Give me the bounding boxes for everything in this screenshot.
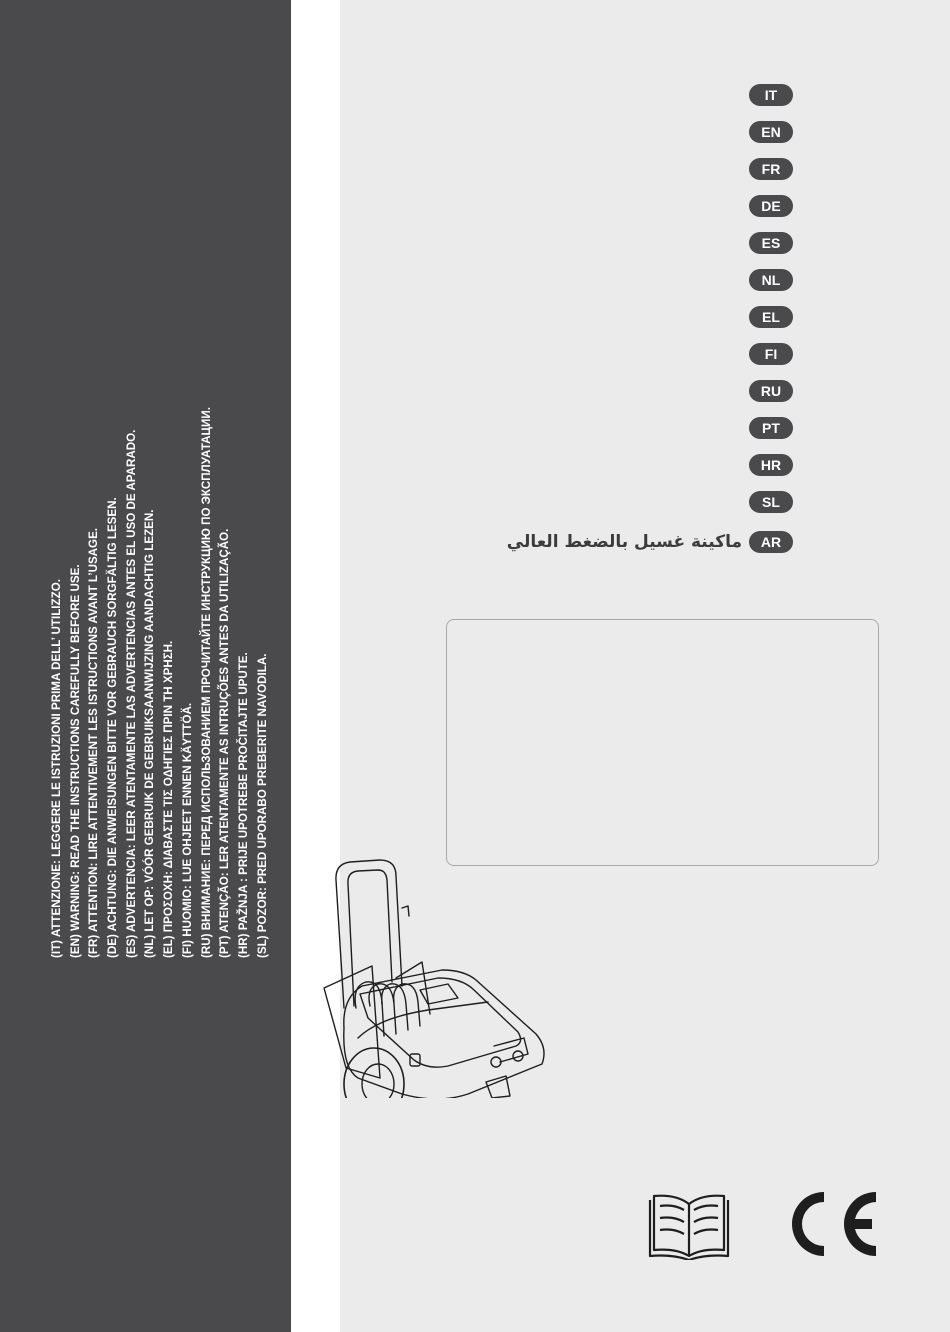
lang-badge-es: ES bbox=[749, 232, 793, 254]
warning-line-hr: (HR) PAŽNJA : PRIJE UPOTREBE PROČITAJTE UPUTE. bbox=[236, 652, 250, 958]
warning-line-nl: (NL) LET OP: VÓÓR GEBRUIK DE GEBRUIKSAANWIJZING AANDACHTIG LEZEN. bbox=[143, 509, 157, 958]
lang-badge-nl: NL bbox=[749, 269, 793, 291]
lang-badge-ru: RU bbox=[749, 380, 793, 402]
lang-badge-fr: FR bbox=[749, 158, 793, 180]
lang-badge-en: EN bbox=[749, 121, 793, 143]
warning-line-de: (DE) ACHTUNG: DIE ANWEISUNGEN BITTE VOR GEBRAUCH SORGFÄLTIG LESEN. bbox=[106, 497, 120, 958]
lang-badge-fi: FI bbox=[749, 343, 793, 365]
model-label-box bbox=[446, 619, 879, 866]
warning-line-fr: (FR) ATTENTION: LIRE ATTENTIVEMENT LES ISTRUCTIONS AVANT L’USAGE. bbox=[87, 527, 101, 958]
warning-line-fi: (FI) HUOMIO: LUE OHJEET ENNEN KÄYTTÖÄ. bbox=[180, 702, 194, 958]
read-manual-icon bbox=[646, 1188, 732, 1260]
lang-badge-it: IT bbox=[749, 84, 793, 106]
ce-mark-icon bbox=[780, 1188, 880, 1260]
white-spine bbox=[291, 0, 340, 1332]
lang-badge-hr: HR bbox=[749, 454, 793, 476]
pressure-washer-illustration bbox=[318, 858, 558, 1098]
warning-line-sl: (SL) POZOR: PRED UPORABO PREBERITE NAVODILA. bbox=[255, 653, 269, 958]
lang-badge-pt: PT bbox=[749, 417, 793, 439]
warning-line-el: (EL) ΠΡΟΣΟΧΗ: ΔΙΑΒΑΣΤΕ ΤΙΣ ΟΔΗΓΙΕΣ ΠΡΙΝ ΤΗ ΧΡΗΣΗ. bbox=[162, 640, 176, 958]
arabic-product-title: ماكينة غسيل بالضغط العالي bbox=[506, 532, 742, 552]
warning-line-es: (ES) ADVERTENCIA: LEER ATENTAMENTE LAS ADVERTENCIAS ANTES EL USO DE APARADO. bbox=[124, 429, 138, 958]
lang-badge-el: EL bbox=[749, 306, 793, 328]
warning-line-ru: (RU) ВНИМАНИЕ: ПЕРЕД ИСПОЛЬЗОВАНИЕМ ПРОЧИТАЙТЕ ИНСТРУКЦИЮ ПО ЭКСПЛУАТАЦИИ. bbox=[199, 407, 213, 958]
lang-badge-de: DE bbox=[749, 195, 793, 217]
warning-line-en: (EN) WARNING: READ THE INSTRUCTIONS CAREFULLY BEFORE USE. bbox=[68, 564, 82, 958]
warning-text-block bbox=[48, 338, 272, 958]
lang-badge-ar: AR bbox=[749, 531, 793, 553]
lang-badge-sl: SL bbox=[749, 491, 793, 513]
warning-line-pt: (PT) ATENÇÃO: LER ATENTAMENTE AS INTRUÇÕES ANTES DA UTILIZAÇÃO. bbox=[218, 528, 232, 958]
warning-line-it: (IT) ATTENZIONE: LEGGERE LE ISTRUZIONI PRIMA DELL’ UTILIZZO. bbox=[50, 579, 63, 958]
